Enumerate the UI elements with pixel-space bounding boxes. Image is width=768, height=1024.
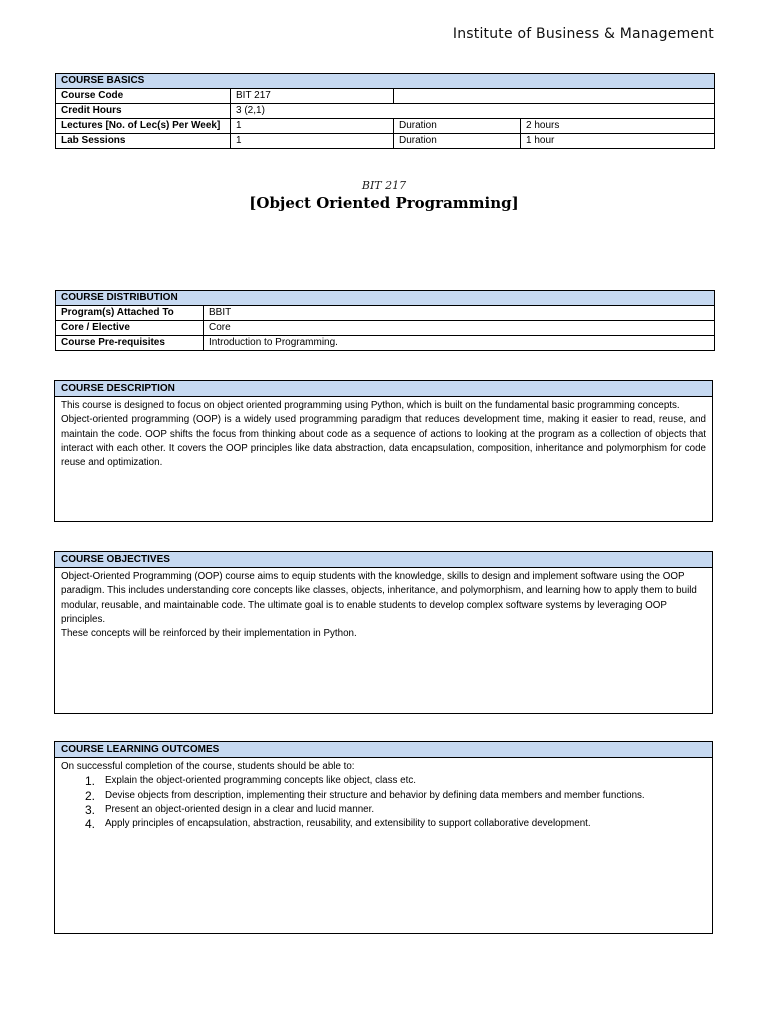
core-elective-value: Core bbox=[204, 321, 715, 336]
description-paragraph: Object-oriented programming (OOP) is a widely used programming paradigm that reduces development time, making it easier to read, reuse, and maintain the code. OOP shifts the focus from thinking about code as a sequence of actions to looking at the program as a collection of objects that interact with each other. It covers the OOP principles like data abstraction, data encapsulation, composition, inheritance and polymorphism for code reuse and optimization. bbox=[61, 414, 706, 469]
course-basics-heading: COURSE BASICS bbox=[56, 74, 715, 89]
lab-sessions-label: Lab Sessions bbox=[56, 134, 231, 149]
course-distribution-table bbox=[55, 290, 715, 351]
lectures-value: 1 bbox=[231, 119, 394, 134]
course-description-body bbox=[55, 397, 712, 472]
objectives-paragraph: Object-Oriented Programming (OOP) course aims to equip students with the knowledge, skills to design and implement software using the OOP paradigm. This includes understanding core concepts like classes, objects, inheritance, and polymorphism, and learning how to apply them to build modular, reusable, and maintainable code. The ultimate goal is to enable students to develop complex software systems by leveraging OOP principles. bbox=[61, 571, 697, 625]
core-elective-label: Core / Elective bbox=[56, 321, 204, 336]
description-paragraph: This course is designed to focus on object oriented programming using Python, which is built on the fundamental basic programming concepts. bbox=[61, 400, 680, 411]
course-distribution-heading: COURSE DISTRIBUTION bbox=[56, 291, 715, 306]
outcomes-list bbox=[61, 774, 706, 831]
program-value: BBIT bbox=[204, 306, 715, 321]
list-item bbox=[61, 774, 706, 788]
lectures-duration-label: Duration bbox=[394, 119, 521, 134]
course-description-section bbox=[54, 380, 713, 522]
objectives-paragraph: These concepts will be reinforced by their implementation in Python. bbox=[61, 628, 357, 640]
course-learning-outcomes-section bbox=[54, 741, 713, 934]
list-item bbox=[61, 803, 706, 817]
outcome-number: 2. bbox=[84, 788, 95, 803]
course-objectives-heading: COURSE OBJECTIVES bbox=[55, 552, 712, 568]
credit-hours-label: Credit Hours bbox=[56, 104, 231, 119]
prerequisites-label: Course Pre-requisites bbox=[56, 336, 204, 351]
table-row bbox=[56, 306, 715, 321]
list-item bbox=[61, 817, 706, 831]
course-learning-outcomes-heading: COURSE LEARNING OUTCOMES bbox=[55, 742, 712, 758]
table-row bbox=[56, 119, 715, 134]
course-description-heading: COURSE DESCRIPTION bbox=[55, 381, 712, 397]
course-basics-table bbox=[55, 73, 715, 149]
outcome-text: Apply principles of encapsulation, abstraction, reusability, and extensibility to support collaborative development. bbox=[105, 818, 591, 830]
table-row bbox=[56, 336, 715, 351]
empty-cell bbox=[394, 89, 715, 104]
lectures-label: Lectures [No. of Lec(s) Per Week] bbox=[56, 119, 231, 134]
course-objectives-section bbox=[54, 551, 713, 714]
course-title: [Object Oriented Programming] bbox=[249, 194, 519, 212]
course-objectives-body bbox=[55, 568, 712, 643]
lab-sessions-value: 1 bbox=[231, 134, 394, 149]
table-row bbox=[56, 134, 715, 149]
table-row bbox=[56, 89, 715, 104]
credit-hours-value: 3 (2,1) bbox=[231, 104, 715, 119]
lab-duration-label: Duration bbox=[394, 134, 521, 149]
outcome-text: Explain the object-oriented programming concepts like object, class etc. bbox=[105, 775, 416, 787]
outcome-number: 4. bbox=[84, 817, 95, 832]
lab-duration-value: 1 hour bbox=[521, 134, 715, 149]
table-row bbox=[56, 104, 715, 119]
course-code-caption: BIT 217 bbox=[361, 179, 407, 192]
outcome-text: Devise objects from description, implementing their structure and behavior by defining data members and member functions. bbox=[105, 789, 645, 801]
lectures-duration-value: 2 hours bbox=[521, 119, 715, 134]
institute-name: Institute of Business & Management bbox=[452, 26, 714, 42]
course-code-value: BIT 217 bbox=[231, 89, 394, 104]
outcome-number: 1. bbox=[84, 774, 95, 789]
list-item bbox=[61, 789, 706, 803]
course-learning-outcomes-body bbox=[55, 758, 712, 833]
prerequisites-value: Introduction to Programming. bbox=[204, 336, 715, 351]
outcomes-intro: On successful completion of the course, students should be able to: bbox=[61, 761, 355, 772]
table-row bbox=[56, 321, 715, 336]
outcome-number: 3. bbox=[84, 802, 95, 817]
outcome-text: Present an object-oriented design in a clear and lucid manner. bbox=[105, 803, 375, 815]
program-label: Program(s) Attached To bbox=[56, 306, 204, 321]
course-code-label: Course Code bbox=[56, 89, 231, 104]
